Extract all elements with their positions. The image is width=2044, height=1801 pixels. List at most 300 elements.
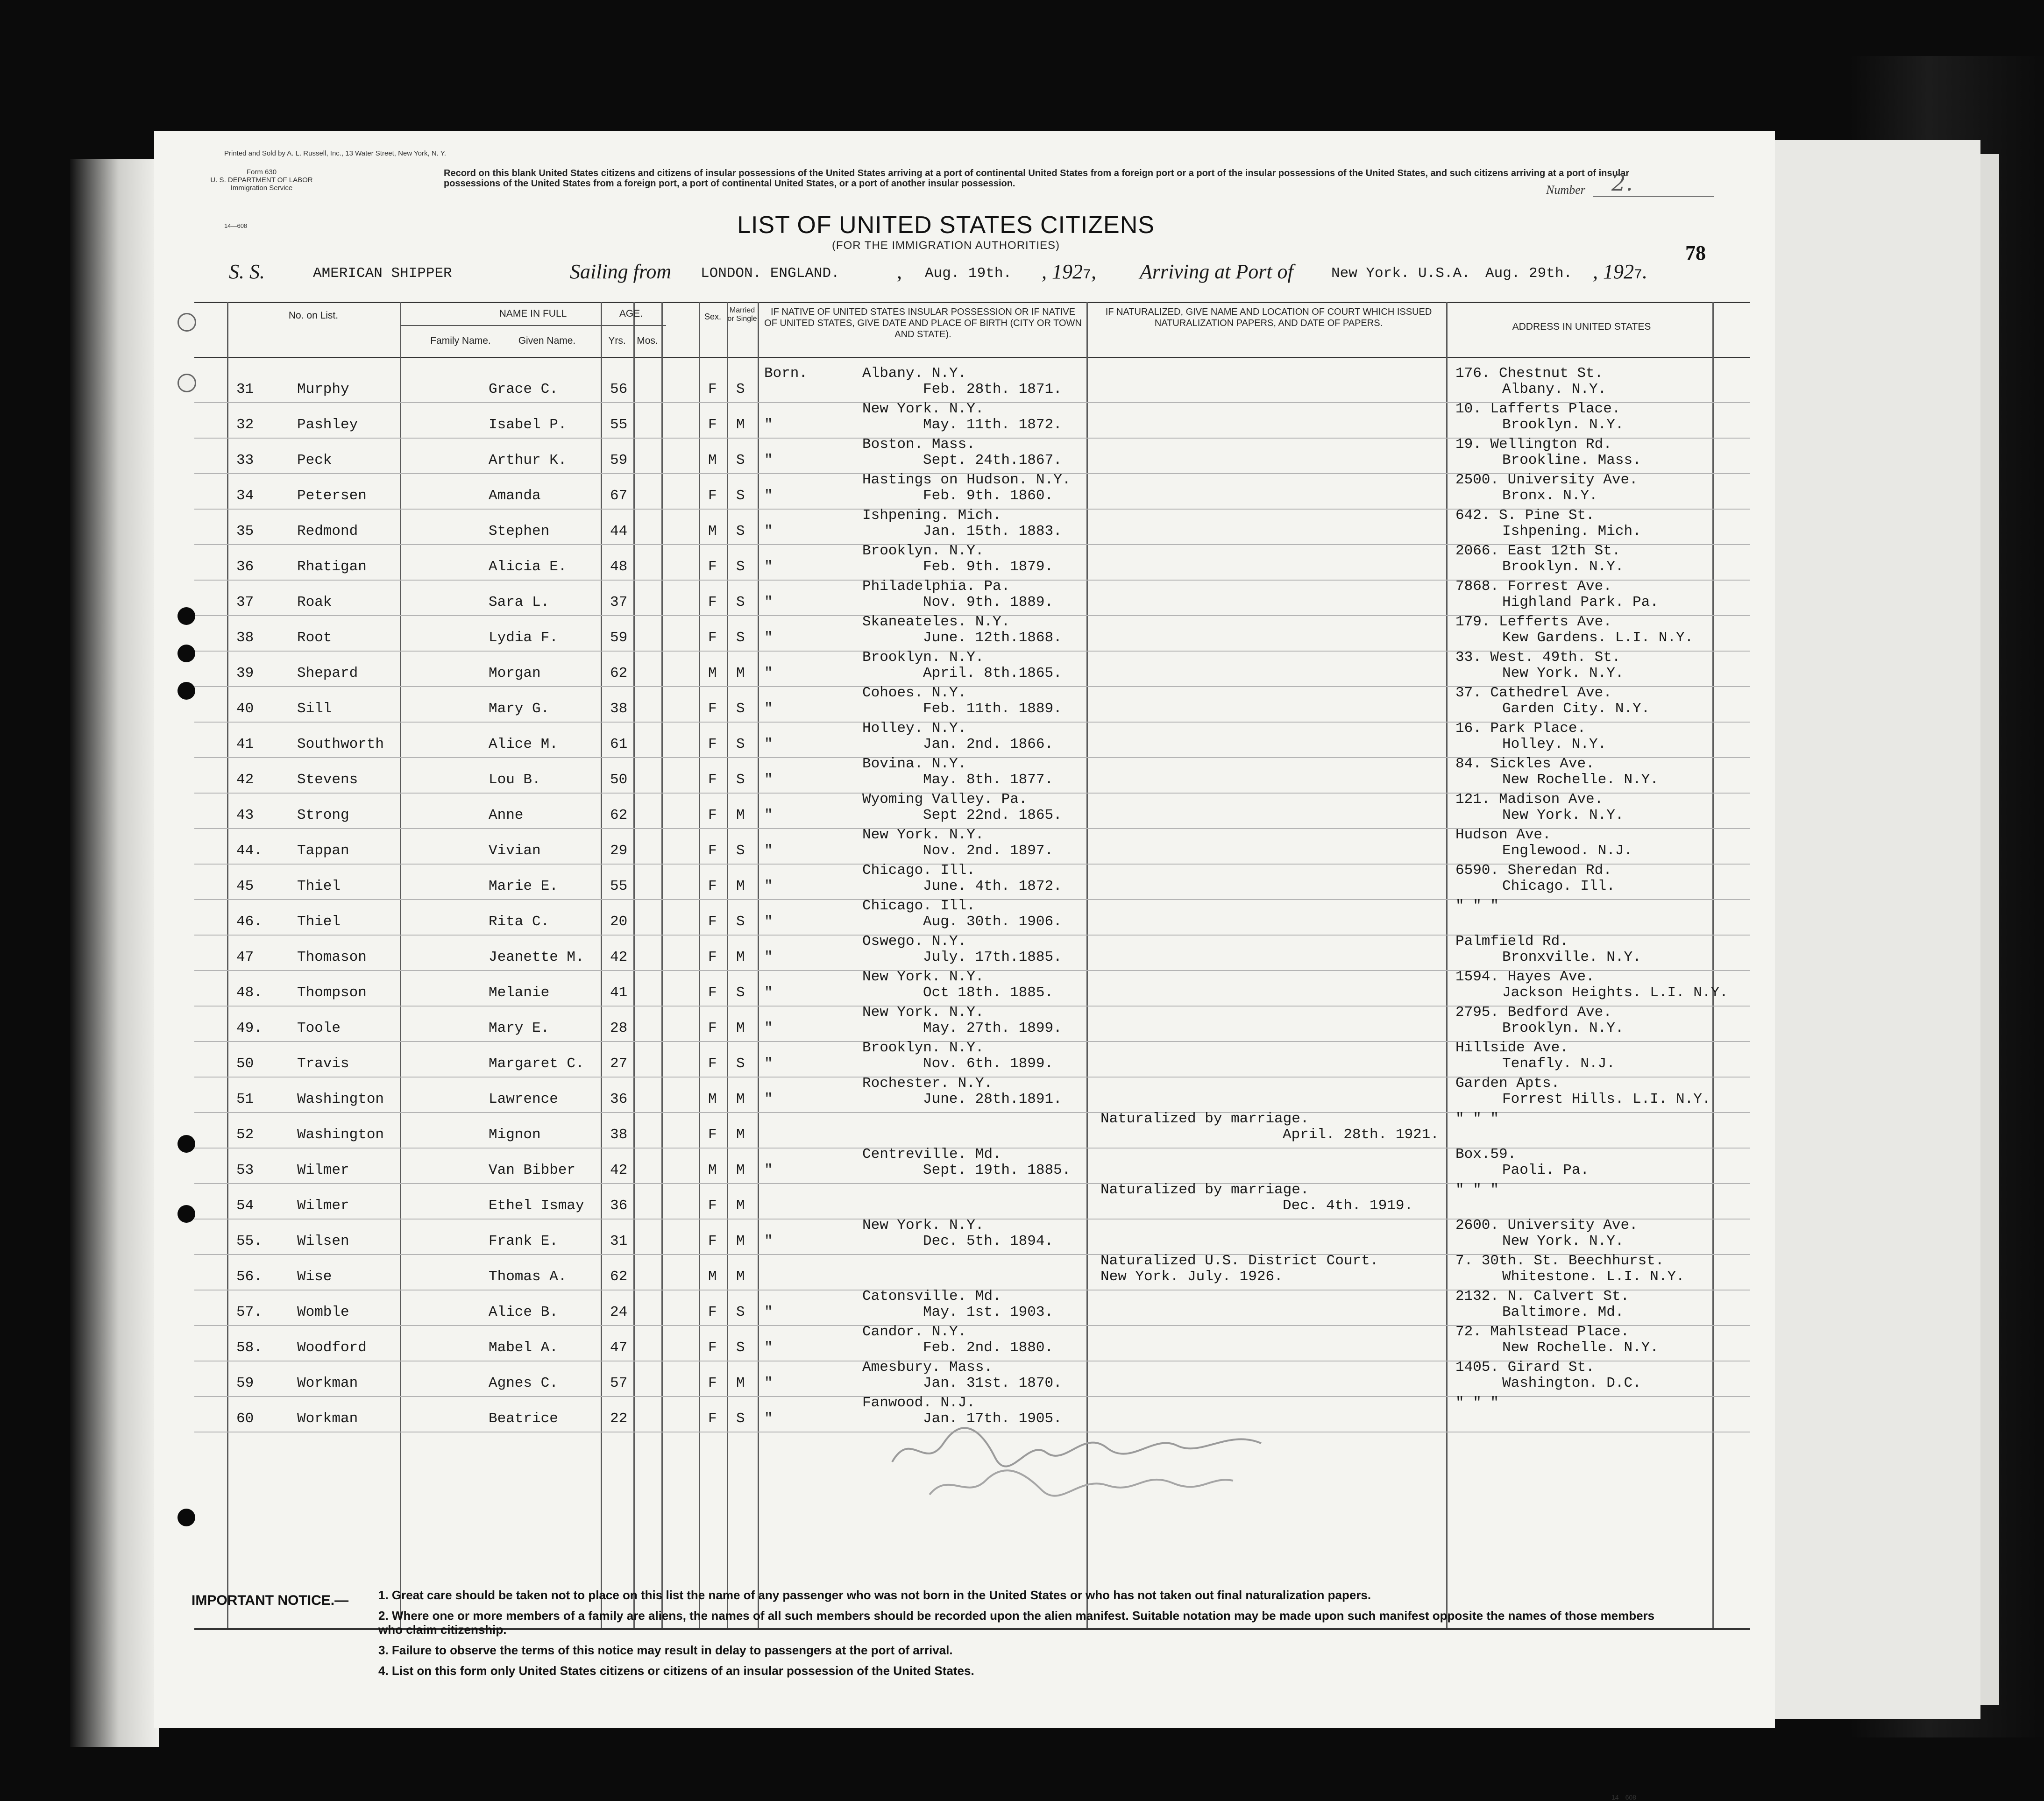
marital-status: S — [736, 736, 745, 752]
table-row — [194, 509, 1750, 545]
table-row — [194, 1113, 1750, 1148]
address-line-2: Holley. N.Y. — [1502, 736, 1607, 752]
address-line-2: Albany. N.Y. — [1502, 381, 1607, 397]
row-number: 48. — [236, 985, 263, 1001]
binder-ring — [177, 313, 196, 332]
address-line-1: Garden Apts. — [1455, 1075, 1560, 1092]
table-row — [194, 1326, 1750, 1361]
address-line-1: 16. Park Place. — [1455, 720, 1586, 737]
given-name: Beatrice — [489, 1411, 558, 1427]
birth-date: April. 8th.1865. — [923, 665, 1062, 681]
address-line-2: Brooklyn. N.Y. — [1502, 1020, 1624, 1036]
marital-status: M — [736, 1269, 745, 1285]
row-number: 58. — [236, 1340, 263, 1356]
sex: F — [708, 807, 717, 823]
arrival-date: Aug. 29th. — [1485, 265, 1573, 282]
birth-place: Fanwood. N.J. — [862, 1395, 975, 1411]
family-name: Roak — [297, 594, 332, 610]
ditto-mark: " — [764, 736, 773, 752]
age-years: 22 — [610, 1411, 628, 1427]
table-row — [194, 1042, 1750, 1077]
address-line-2: Highland Park. Pa. — [1502, 594, 1659, 610]
age-years: 62 — [610, 1269, 628, 1285]
sex: F — [708, 381, 717, 397]
age-years: 62 — [610, 665, 628, 681]
header-sex: Sex. — [704, 312, 722, 321]
table-row — [194, 722, 1750, 758]
birth-date: Nov. 9th. 1889. — [923, 594, 1054, 610]
ditto-mark: " — [764, 452, 773, 468]
birth-date: Jan. 31st. 1870. — [923, 1375, 1062, 1391]
sex: F — [708, 843, 717, 859]
birth-date: May. 27th. 1899. — [923, 1020, 1062, 1036]
header-mos: Mos. — [637, 335, 658, 346]
row-number: 41 — [236, 736, 254, 752]
given-name: Vivian — [489, 843, 541, 859]
row-number: 56. — [236, 1269, 263, 1285]
marital-status: M — [736, 1091, 745, 1107]
table-row — [194, 687, 1750, 722]
sex: F — [708, 878, 717, 894]
birth-place: Brooklyn. N.Y. — [862, 543, 984, 559]
family-name: Workman — [297, 1411, 358, 1427]
row-number: 32 — [236, 417, 254, 433]
ditto-mark: " — [764, 1162, 773, 1178]
table-row — [194, 1006, 1750, 1042]
age-years: 55 — [610, 878, 628, 894]
row-number: 43 — [236, 807, 254, 823]
marital-status: M — [736, 878, 745, 894]
birth-date: June. 12th.1868. — [923, 630, 1062, 646]
address-line-1: Hudson Ave. — [1455, 827, 1551, 843]
sex: F — [708, 985, 717, 1001]
address-line-2: Ishpening. Mich. — [1502, 523, 1641, 539]
birth-place: Ishpening. Mich. — [862, 507, 1001, 524]
form-info — [192, 168, 332, 192]
punch-hole — [177, 607, 195, 625]
family-name: Woodford — [297, 1340, 367, 1356]
birth-date: Feb. 28th. 1871. — [923, 381, 1062, 397]
printer-line: Printed and Sold by A. L. Russell, Inc., 13 Water Street, New York, N. Y. — [224, 149, 446, 157]
table-row — [194, 1255, 1750, 1290]
row-number: 57. — [236, 1304, 263, 1320]
table-row — [194, 1290, 1750, 1326]
sex: M — [708, 523, 717, 539]
age-years: 44 — [610, 523, 628, 539]
sex: F — [708, 1411, 717, 1427]
table-row — [194, 971, 1750, 1006]
given-name: Stephen — [489, 523, 550, 539]
ditto-mark: " — [764, 665, 773, 681]
birth-place: New York. N.Y. — [862, 1217, 984, 1234]
address-line-2: Englewood. N.J. — [1502, 843, 1633, 859]
family-name: Root — [297, 630, 332, 646]
address-line-2: Paoli. Pa. — [1502, 1162, 1590, 1178]
address-line-1: 1594. Hayes Ave. — [1455, 969, 1595, 985]
address-line-1: 2500. University Ave. — [1455, 472, 1638, 488]
age-years: 31 — [610, 1233, 628, 1249]
marital-status: S — [736, 772, 745, 788]
family-name: Strong — [297, 807, 349, 823]
age-years: 36 — [610, 1198, 628, 1214]
birth-place: Amesbury. Mass. — [862, 1359, 993, 1376]
binder-ring — [177, 374, 196, 392]
age-years: 59 — [610, 630, 628, 646]
table-row — [194, 545, 1750, 580]
address-line-1: 84. Sickles Ave. — [1455, 756, 1595, 772]
given-name: Arthur K. — [489, 452, 567, 468]
given-name: Amanda — [489, 488, 541, 504]
birth-place: Philadelphia. Pa. — [862, 578, 1010, 595]
row-number: 46. — [236, 914, 263, 930]
punch-hole — [177, 645, 195, 662]
header-married-single: Married or Single — [727, 306, 757, 323]
marital-status: M — [736, 1162, 745, 1178]
form-number: Form 630 — [246, 168, 277, 176]
given-name: Mary G. — [489, 701, 550, 717]
header-naturalized: IF NATURALIZED, GIVE NAME AND LOCATION OF COURT WHICH ISSUED NATURALIZATION PAPERS, AND DATE OF PAPERS. — [1105, 307, 1432, 328]
address-line-2: New Rochelle. N.Y. — [1502, 772, 1659, 788]
sex: F — [708, 417, 717, 433]
given-name: Mignon — [489, 1127, 541, 1143]
row-number: 40 — [236, 701, 254, 717]
age-years: 67 — [610, 488, 628, 504]
age-years: 29 — [610, 843, 628, 859]
address-line-1: " " " — [1455, 1395, 1499, 1411]
family-name: Murphy — [297, 381, 349, 397]
age-years: 42 — [610, 1162, 628, 1178]
table-row — [194, 474, 1750, 509]
address-line-2: Kew Gardens. L.I. N.Y. — [1502, 630, 1694, 646]
notice-heading: IMPORTANT NOTICE.— — [192, 1593, 349, 1608]
table-row — [194, 1219, 1750, 1255]
marital-status: S — [736, 1056, 745, 1072]
address-line-1: 2600. University Ave. — [1455, 1217, 1638, 1234]
form-code: 14—608 — [224, 222, 248, 229]
table-row — [194, 1361, 1750, 1397]
voyage-line: S. S. AMERICAN SHIPPER Sailing from LONDON. ENGLAND. , Aug. 19th. , 1927, Arriving at Port of New York. U.S.A. Aug. 29th. , 1927. — [229, 260, 1648, 283]
table-row — [194, 900, 1750, 935]
ditto-mark: " — [764, 1233, 773, 1249]
marital-status: S — [736, 701, 745, 717]
ditto-mark: " — [764, 1375, 773, 1391]
naturalization-1: Naturalized U.S. District Court. — [1100, 1253, 1379, 1269]
birth-place: Centreville. Md. — [862, 1146, 1001, 1163]
sex: F — [708, 488, 717, 504]
notice-item-3: 3. Failure to observe the terms of this notice may result in delay to passengers at the port of arrival. — [378, 1643, 953, 1657]
notice-item-2: 2. Where one or more members of a family are aliens, the names of all such members should be recorded upon the alien manifest. Suitable notation may be made upon such manifest opposite the names of those members who claim citizenship. — [378, 1609, 1655, 1637]
marital-status: M — [736, 1127, 745, 1143]
birth-place: Catonsville. Md. — [862, 1288, 1001, 1305]
address-line-2: Brooklyn. N.Y. — [1502, 417, 1624, 433]
birth-place: Hastings on Hudson. N.Y. — [862, 472, 1071, 488]
family-name: Toole — [297, 1020, 341, 1036]
pencil-signature — [873, 1401, 1294, 1504]
birth-date: May. 11th. 1872. — [923, 417, 1062, 433]
birth-place: Rochester. N.Y. — [862, 1075, 993, 1092]
family-name: Wise — [297, 1269, 332, 1285]
birth-date: May. 1st. 1903. — [923, 1304, 1054, 1320]
given-name: Van Bibber — [489, 1162, 576, 1178]
address-line-1: " " " — [1455, 1111, 1499, 1127]
address-line-2: New York. N.Y. — [1502, 1233, 1624, 1249]
sex: F — [708, 1020, 717, 1036]
sex: F — [708, 1340, 717, 1356]
row-number: 44. — [236, 843, 263, 859]
row-number: 55. — [236, 1233, 263, 1249]
family-name: Rhatigan — [297, 559, 367, 575]
age-years: 47 — [610, 1340, 628, 1356]
table-row — [194, 1148, 1750, 1184]
department-name: U. S. DEPARTMENT OF LABOR — [210, 176, 313, 184]
age-years: 27 — [610, 1056, 628, 1072]
row-number: 37 — [236, 594, 254, 610]
sex: M — [708, 665, 717, 681]
age-years: 56 — [610, 381, 628, 397]
age-years: 55 — [610, 417, 628, 433]
marital-status: M — [736, 1020, 745, 1036]
ditto-mark: " — [764, 985, 773, 1001]
address-line-2: Bronxville. N.Y. — [1502, 949, 1641, 965]
row-number: 45 — [236, 878, 254, 894]
given-name: Jeanette M. — [489, 949, 584, 965]
row-number: 51 — [236, 1091, 254, 1107]
sailing-from-label: Sailing from — [570, 260, 672, 283]
family-name: Workman — [297, 1375, 358, 1391]
birth-date: Jan. 2nd. 1866. — [923, 736, 1054, 752]
sex: F — [708, 1127, 717, 1143]
sex: M — [708, 1162, 717, 1178]
number-underline — [1593, 196, 1714, 197]
row-number: 31 — [236, 381, 254, 397]
birth-date: Jan. 15th. 1883. — [923, 523, 1062, 539]
family-name: Thompson — [297, 985, 367, 1001]
birth-place: New York. N.Y. — [862, 1004, 984, 1021]
sex: F — [708, 772, 717, 788]
ditto-mark: " — [764, 807, 773, 823]
given-name: Sara L. — [489, 594, 550, 610]
address-line-1: 121. Madison Ave. — [1455, 791, 1604, 808]
ditto-mark: " — [764, 559, 773, 575]
given-name: Anne — [489, 807, 524, 823]
age-years: 42 — [610, 949, 628, 965]
birth-place: Chicago. Ill. — [862, 898, 975, 914]
header-family-name: Family Name. — [430, 335, 491, 346]
sex: F — [708, 701, 717, 717]
address-line-2: Brookline. Mass. — [1502, 452, 1641, 468]
birth-place: Brooklyn. N.Y. — [862, 649, 984, 666]
family-name: Wilsen — [297, 1233, 349, 1249]
address-line-1: 37. Cathedrel Ave. — [1455, 685, 1612, 701]
row-number: 42 — [236, 772, 254, 788]
family-name: Southworth — [297, 736, 384, 752]
form-title: LIST OF UNITED STATES CITIZENS — [737, 212, 1155, 239]
marital-status: S — [736, 914, 745, 930]
number-value: 2. — [1611, 170, 1633, 196]
address-line-2: Bronx. N.Y. — [1502, 488, 1598, 504]
birth-place: Boston. Mass. — [862, 436, 975, 453]
sex: F — [708, 1233, 717, 1249]
sex: F — [708, 949, 717, 965]
row-number: 60 — [236, 1411, 254, 1427]
family-name: Stevens — [297, 772, 358, 788]
row-number: 35 — [236, 523, 254, 539]
age-years: 36 — [610, 1091, 628, 1107]
table-row — [194, 438, 1750, 474]
age-years: 48 — [610, 559, 628, 575]
row-number: 53 — [236, 1162, 254, 1178]
marital-status: S — [736, 488, 745, 504]
row-number: 38 — [236, 630, 254, 646]
ditto-mark: " — [764, 1091, 773, 1107]
naturalization-2: New York. July. 1926. — [1100, 1269, 1283, 1285]
marital-status: M — [736, 1375, 745, 1391]
given-name: Lou B. — [489, 772, 541, 788]
ditto-mark: " — [764, 1411, 773, 1427]
birth-date: Feb. 9th. 1879. — [923, 559, 1054, 575]
sex: F — [708, 1375, 717, 1391]
ditto-mark: " — [764, 1020, 773, 1036]
marital-status: M — [736, 949, 745, 965]
family-name: Pashley — [297, 417, 358, 433]
given-name: Frank E. — [489, 1233, 558, 1249]
family-name: Washington — [297, 1127, 384, 1143]
naturalization-2: Dec. 4th. 1919. — [1283, 1198, 1413, 1214]
address-line-1: Palmfield Rd. — [1455, 933, 1568, 950]
birth-place: Holley. N.Y. — [862, 720, 967, 737]
birth-date: May. 8th. 1877. — [923, 772, 1054, 788]
given-name: Morgan — [489, 665, 541, 681]
birth-date: June. 4th. 1872. — [923, 878, 1062, 894]
sex: F — [708, 559, 717, 575]
age-years: 24 — [610, 1304, 628, 1320]
row-number: 34 — [236, 488, 254, 504]
family-name: Wilmer — [297, 1198, 349, 1214]
address-line-1: 1405. Girard St. — [1455, 1359, 1595, 1376]
marital-status: M — [736, 665, 745, 681]
service-name: Immigration Service — [230, 184, 293, 192]
footer-form-code: 14—608 — [1611, 1794, 1636, 1801]
sex: F — [708, 736, 717, 752]
table-row — [194, 580, 1750, 616]
notice-items — [378, 1588, 1672, 1678]
sex: M — [708, 1269, 717, 1285]
page-number: 78 — [1685, 241, 1706, 264]
address-line-1: 179. Lefferts Ave. — [1455, 614, 1612, 630]
ditto-mark: " — [764, 1340, 773, 1356]
row-number: 36 — [236, 559, 254, 575]
age-years: 59 — [610, 452, 628, 468]
birth-date: Oct 18th. 1885. — [923, 985, 1054, 1001]
birth-place: New York. N.Y. — [862, 401, 984, 417]
ditto-mark: " — [764, 878, 773, 894]
ditto-mark: " — [764, 523, 773, 539]
birth-date: Jan. 17th. 1905. — [923, 1411, 1062, 1427]
birth-place: Wyoming Valley. Pa. — [862, 791, 1028, 808]
given-name: Thomas A. — [489, 1269, 567, 1285]
age-years: 50 — [610, 772, 628, 788]
table-row — [194, 935, 1750, 971]
address-line-2: New York. N.Y. — [1502, 665, 1624, 681]
departure-year-digit: 7 — [1083, 267, 1092, 283]
family-name: Thomason — [297, 949, 367, 965]
given-name: Margaret C. — [489, 1056, 584, 1072]
birth-date: Sept 22nd. 1865. — [923, 807, 1062, 823]
age-years: 61 — [610, 736, 628, 752]
sex: F — [708, 1304, 717, 1320]
address-line-1: " " " — [1455, 898, 1499, 914]
sex: F — [708, 630, 717, 646]
sex: M — [708, 452, 717, 468]
ditto-mark: " — [764, 630, 773, 646]
ditto-mark: " — [764, 1056, 773, 1072]
address-line-1: 7. 30th. St. Beechhurst. — [1455, 1253, 1664, 1269]
row-number: 47 — [236, 949, 254, 965]
address-line-1: Hillside Ave. — [1455, 1040, 1568, 1056]
table-row — [194, 829, 1750, 864]
address-line-1: 7868. Forrest Ave. — [1455, 578, 1612, 595]
family-name: Petersen — [297, 488, 367, 504]
left-page-edge — [70, 159, 159, 1747]
given-name: Alice M. — [489, 736, 558, 752]
birth-date: July. 17th.1885. — [923, 949, 1062, 965]
header-address: ADDRESS IN UNITED STATES — [1512, 321, 1651, 332]
ship-name: AMERICAN SHIPPER — [313, 265, 452, 282]
address-line-2: Baltimore. Md. — [1502, 1304, 1624, 1320]
family-name: Shepard — [297, 665, 358, 681]
address-line-2: New York. N.Y. — [1502, 807, 1624, 823]
family-name: Redmond — [297, 523, 358, 539]
sex: F — [708, 1056, 717, 1072]
arriving-label: Arriving at Port of — [1140, 260, 1293, 283]
row-number: 33 — [236, 452, 254, 468]
given-name: Mabel A. — [489, 1340, 558, 1356]
marital-status: S — [736, 523, 745, 539]
birth-date: Feb. 9th. 1860. — [923, 488, 1054, 504]
address-line-1: 2795. Bedford Ave. — [1455, 1004, 1612, 1021]
marital-status: S — [736, 594, 745, 610]
punch-hole — [177, 1135, 195, 1153]
age-years: 57 — [610, 1375, 628, 1391]
header-name-in-full: NAME IN FULL — [499, 308, 567, 319]
address-line-2: Whitestone. L.I. N.Y. — [1502, 1269, 1685, 1285]
ditto-mark: " — [764, 488, 773, 504]
address-line-1: Box.59. — [1455, 1146, 1517, 1163]
birth-place: Chicago. Ill. — [862, 862, 975, 879]
arrival-year-digit: 7 — [1634, 267, 1643, 283]
age-years: 38 — [610, 1127, 628, 1143]
ditto-mark: " — [764, 594, 773, 610]
family-name: Peck — [297, 452, 332, 468]
address-line-2: Garden City. N.Y. — [1502, 701, 1650, 717]
marital-status: S — [736, 843, 745, 859]
header-yrs: Yrs. — [608, 335, 626, 346]
address-line-1: 6590. Sheredan Rd. — [1455, 862, 1612, 879]
sex: F — [708, 914, 717, 930]
given-name: Rita C. — [489, 914, 550, 930]
marital-status: S — [736, 381, 745, 397]
given-name: Marie E. — [489, 878, 558, 894]
address-line-2: Chicago. Ill. — [1502, 878, 1615, 894]
ditto-mark: " — [764, 701, 773, 717]
birth-date: Sept. 19th. 1885. — [923, 1162, 1071, 1178]
family-name: Travis — [297, 1056, 349, 1072]
marital-status: S — [736, 985, 745, 1001]
given-name: Mary E. — [489, 1020, 550, 1036]
given-name: Lawrence — [489, 1091, 558, 1107]
manifest-page — [154, 131, 1775, 1801]
age-years: 38 — [610, 701, 628, 717]
